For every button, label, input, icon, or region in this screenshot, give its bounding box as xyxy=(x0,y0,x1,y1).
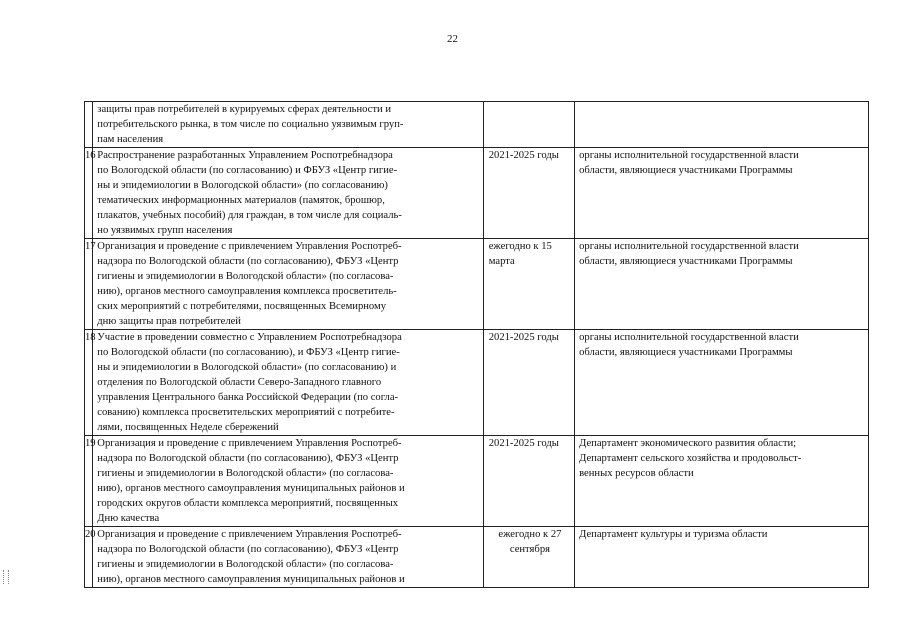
executor-line: органы исполнительной государственной власти xyxy=(579,241,799,252)
activity-line: Организация и проведение с привлечением Управления Роспотреб- xyxy=(97,529,402,540)
table-row xyxy=(85,239,869,330)
activity-cell xyxy=(93,102,483,148)
executor-line: органы исполнительной государственной власти xyxy=(579,150,799,161)
date-cell xyxy=(483,436,574,527)
table-row xyxy=(85,527,869,588)
activity-line: ских мероприятий с потребителями, посвященных Всемирному xyxy=(97,301,387,312)
activity-line: нию), органов местного самоуправления муниципальных районов и xyxy=(97,483,405,494)
activity-line: управления Центрального банка Российской Федерации (по согла- xyxy=(97,392,399,403)
table-row xyxy=(85,330,869,436)
activities-table xyxy=(84,101,869,588)
executor-line: области, являющиеся участниками Программы xyxy=(579,347,793,358)
executor-line: органы исполнительной государственной власти xyxy=(579,332,799,343)
activity-line: потребительского рынка, в том числе по социально уязвимым груп- xyxy=(97,119,404,130)
activity-line: Дню качества xyxy=(97,513,160,524)
activity-line: гигиены и эпидемиологии в Вологодской области» (по согласова- xyxy=(97,271,394,282)
activity-line: гигиены и эпидемиологии в Вологодской области» (по согласова- xyxy=(97,468,394,479)
activity-cell xyxy=(93,527,483,588)
executor-line: Департамент сельского хозяйства и продовольст- xyxy=(579,453,802,464)
row-number xyxy=(85,102,93,148)
activity-line: нию), органов местного самоуправления комплекса просветитель- xyxy=(97,286,397,297)
date-cell xyxy=(483,239,574,330)
activity-line: городских округов области комплекса мероприятий, посвященных xyxy=(97,498,398,509)
activity-line: Организация и проведение с привлечением Управления Роспотреб- xyxy=(97,241,402,252)
activity-line: защиты прав потребителей в курируемых сферах деятельности и xyxy=(97,104,392,115)
activity-line: гигиены и эпидемиологии в Вологодской области» (по согласова- xyxy=(97,559,394,570)
executor-cell xyxy=(575,239,869,330)
activity-line: сованию) комплекса просветительских мероприятий с потребите- xyxy=(97,407,395,418)
activity-cell xyxy=(93,148,483,239)
executor-cell xyxy=(575,436,869,527)
activity-line: по Вологодской области (по согласованию) и ФБУЗ «Центр гигие- xyxy=(97,165,398,176)
executor-cell xyxy=(575,330,869,436)
activity-line: дню защиты прав потребителей xyxy=(97,316,241,327)
row-number: 19 xyxy=(85,436,93,527)
executor-line: области, являющиеся участниками Программы xyxy=(579,256,793,267)
date-line: ежегодно к 15 xyxy=(488,241,552,252)
activity-line: лями, посвященных Неделе сбережений xyxy=(97,422,279,433)
executor-cell xyxy=(575,102,869,148)
activity-line: ны и эпидемиологии в Вологодской области» (по согласованию) и xyxy=(97,362,397,373)
activity-line: Организация и проведение с привлечением Управления Роспотреб- xyxy=(97,438,402,449)
date-cell xyxy=(483,527,574,588)
table-row xyxy=(85,436,869,527)
margin-mark xyxy=(3,570,9,584)
row-number: 17 xyxy=(85,239,93,330)
date-line: 2021-2025 годы xyxy=(488,332,559,343)
row-number: 20 xyxy=(85,527,93,588)
executor-line: Департамент экономического развития области; xyxy=(579,438,797,449)
activity-line: надзора по Вологодской области (по согласованию), ФБУЗ «Центр xyxy=(97,453,399,464)
activity-line: по Вологодской области (по согласованию), и ФБУЗ «Центр гигие- xyxy=(97,347,400,358)
executor-line: венных ресурсов области xyxy=(579,468,694,479)
executor-cell xyxy=(575,148,869,239)
date-line: сентября xyxy=(509,544,550,555)
table-row xyxy=(85,102,869,148)
activity-line: надзора по Вологодской области (по согласованию), ФБУЗ «Центр xyxy=(97,256,399,267)
table-row xyxy=(85,148,869,239)
date-line: 2021-2025 годы xyxy=(488,150,559,161)
activity-line: ны и эпидемиологии в Вологодской области» (по согласованию) xyxy=(97,180,388,191)
date-line: 2021-2025 годы xyxy=(488,438,559,449)
row-number: 18 xyxy=(85,330,93,436)
executor-cell xyxy=(575,527,869,588)
activity-line: но уязвимых групп населения xyxy=(97,225,233,236)
date-line: марта xyxy=(488,256,515,267)
activity-line: пам населения xyxy=(97,134,164,145)
date-line: ежегодно к 27 xyxy=(498,529,562,540)
activity-cell xyxy=(93,330,483,436)
activity-line: отделения по Вологодской области Северо-Западного главного xyxy=(97,377,382,388)
date-cell xyxy=(483,148,574,239)
activity-line: тематических информационных материалов (памяток, брошюр, xyxy=(97,195,385,206)
activity-line: Участие в проведении совместно с Управлением Роспотребнадзора xyxy=(97,332,402,343)
activity-line: нию), органов местного самоуправления муниципальных районов и xyxy=(97,574,405,585)
activity-cell xyxy=(93,436,483,527)
row-number: 16 xyxy=(85,148,93,239)
activity-line: Распространение разработанных Управлением Роспотребнадзора xyxy=(97,150,393,161)
executor-line: области, являющиеся участниками Программы xyxy=(579,165,793,176)
date-cell xyxy=(483,102,574,148)
executor-line: Департамент культуры и туризма области xyxy=(579,529,768,540)
page-number: 22 xyxy=(447,33,458,45)
activity-line: надзора по Вологодской области (по согласованию), ФБУЗ «Центр xyxy=(97,544,399,555)
activity-line: плакатов, учебных пособий) для граждан, в том числе для социаль- xyxy=(97,210,402,221)
date-cell xyxy=(483,330,574,436)
activity-cell xyxy=(93,239,483,330)
